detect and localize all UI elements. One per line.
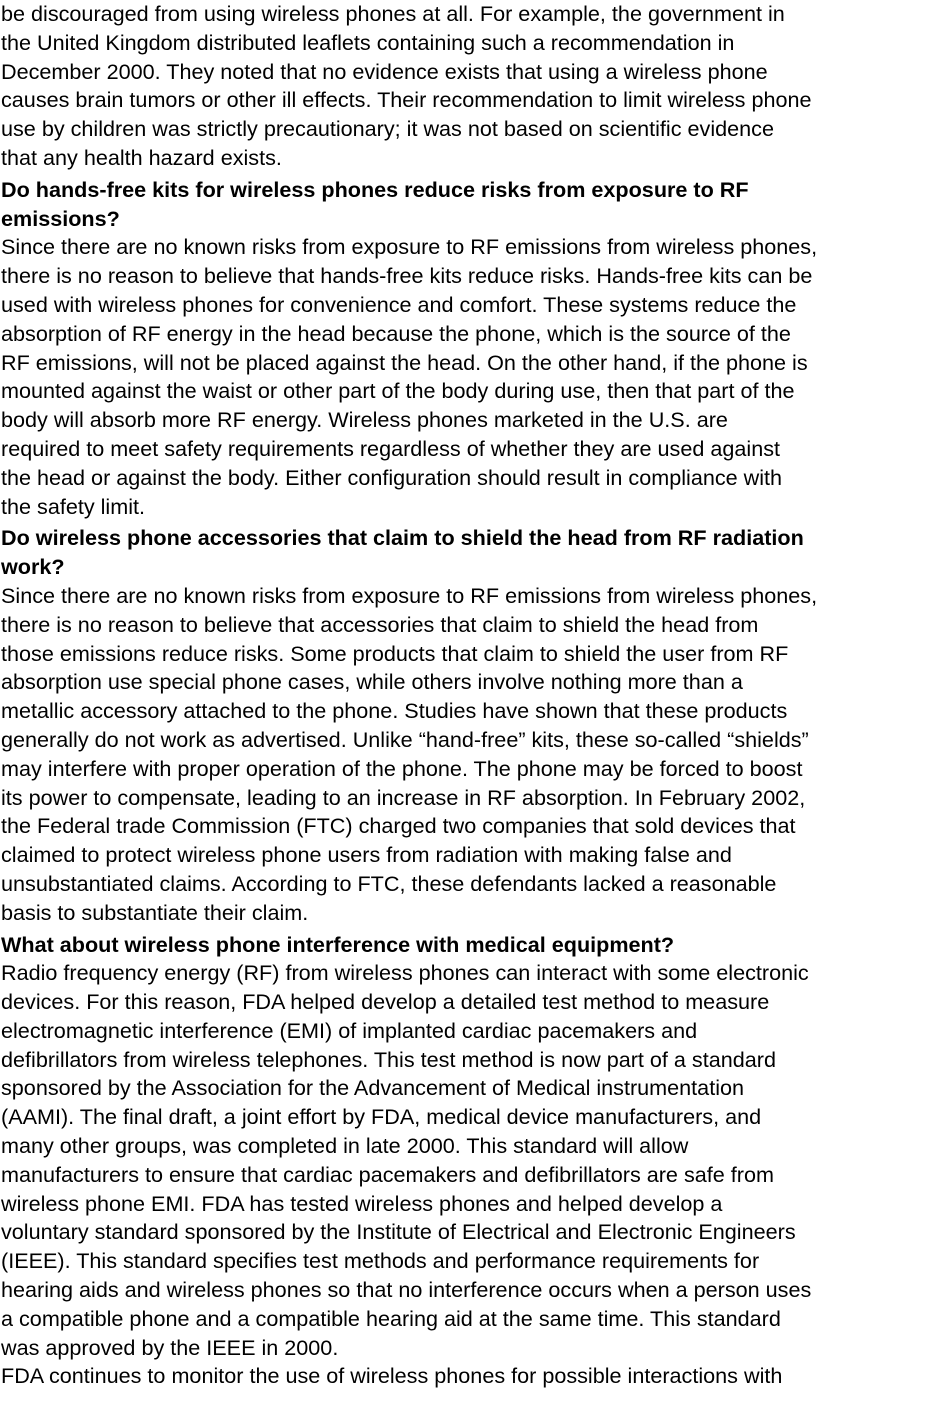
paragraph-fda-monitoring: FDA continues to monitor the use of wireless phones for possible interactions with	[1, 1363, 783, 1389]
paragraph-children-recommendation: be discouraged from using wireless phones at all. For example, the government in the United Kingdom distributed leaflets containing such a recommendation in December 2000. They noted that no evidence exists that using a wireless phone causes brain tumors or other ill effects. Their recommendation to limit wireless phone use by children was strictly precautionary; it was not based on scientific evidence that any health hazard exists.	[1, 1, 812, 170]
paragraph-shield-accessories: Since there are no known risks from exposure to RF emissions from wireless phones, there is no reason to believe that accessories that claim to shield the head from those emissions reduce risks. Some products that claim to shield the user from RF absorption use special phone cases, while others involve nothing more than a metallic accessory attached to the phone. Studies have shown that these products generally do not work as advertised. Unlike “hand-free” kits, these so-called “shields” may interfere with proper operation of the phone. The phone may be forced to boost its power to compensate, leading to an increase in RF absorption. In February 2002, the Federal trade Commission (FTC) charged two companies that sold devices that claimed to protect wireless phone users from radiation with making false and unsubstantiated claims. According to FTC, these defendants lacked a reasonable basis to substantiate their claim.	[1, 582, 818, 925]
heading-hands-free-kits: Do hands-free kits for wireless phones reduce risks from exposure to RF emissions?	[1, 176, 749, 231]
paragraph-hands-free-kits: Since there are no known risks from exposure to RF emissions from wireless phones, there is no reason to believe that hands-free kits reduce risks. Hands-free kits can be used with wireless phones for convenience and comfort. These systems reduce the absorption of RF energy in the head because the phone, which is the source of the RF emissions, will not be placed against the head. On the other hand, if the phone is mounted against the waist or other part of the body during use, then that part of the body will absorb more RF energy. Wireless phones marketed in the U.S. are required to meet safety requirements regardless of whether they are used against the head or against the body. Either configuration should result in compliance with the safety limit.	[1, 234, 818, 519]
heading-shield-accessories: Do wireless phone accessories that claim to shield the head from RF radiation work?	[1, 525, 804, 580]
paragraph-medical-interference: Radio frequency energy (RF) from wireless phones can interact with some electronic devices. For this reason, FDA helped develop a detailed test method to measure electromagnetic interference (EMI) of implanted cardiac pacemakers and defibrillators from wireless telephones. This test method is now part of a standard sponsored by the Association for the Advancement of Medical instrumentation (AAMI). The final draft, a joint effort by FDA, medical device manufacturers, and many other groups, was completed in late 2000. This standard will allow manufacturers to ensure that cardiac pacemakers and defibrillators are safe from wireless phone EMI. FDA has tested wireless phones and helped develop a voluntary standard sponsored by the Institute of Electrical and Electronic Engineers (IEEE). This standard specifies test methods and performance requirements for hearing aids and wireless phones so that no interference occurs when a person uses a compatible phone and a compatible hearing aid at the same time. This standard was approved by the IEEE in 2000.	[1, 960, 812, 1360]
heading-medical-interference: What about wireless phone interference with medical equipment?	[1, 931, 675, 957]
